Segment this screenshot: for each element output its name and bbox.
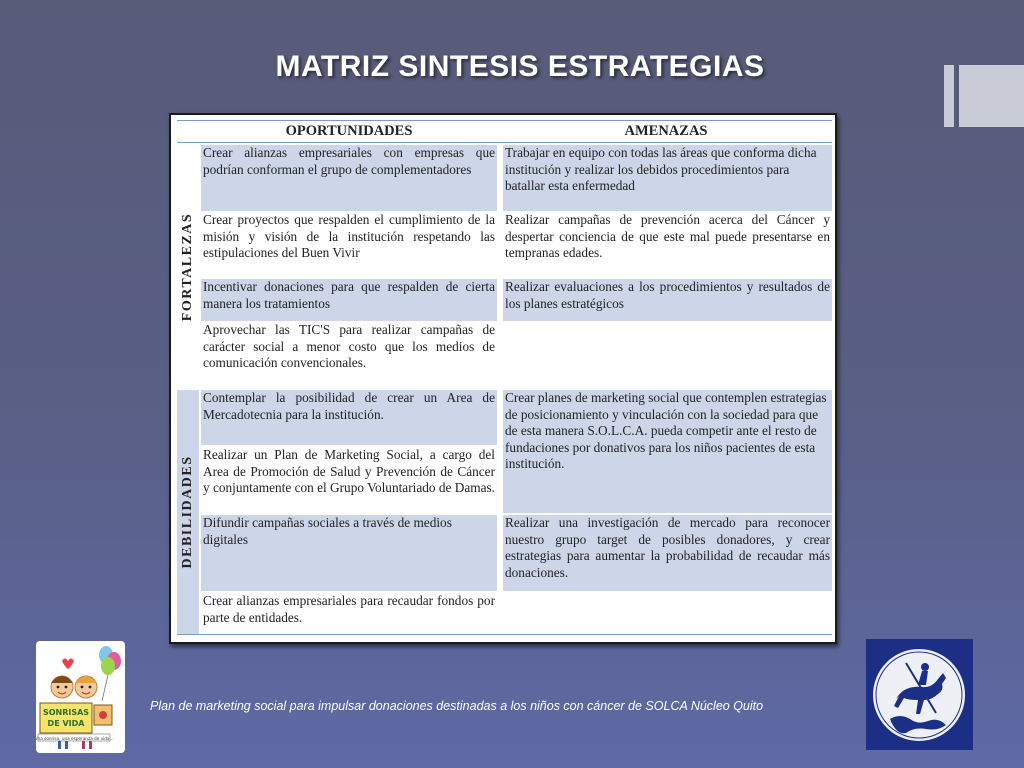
- table-bottom-border: [177, 634, 832, 635]
- do-cell-3: Difundir campañas sociales a través de medios digitales: [201, 515, 497, 591]
- do-cell-1: Contemplar la posibilidad de crear un Area de Mercadotecnia para la institución.: [201, 390, 497, 445]
- fo-cell-4: Aprovechar las TIC'S para realizar campañas de carácter social a menor costo que los medios de comunicación convencionales.: [203, 322, 495, 370]
- fo-cell-1: Crear alianzas empresariales con empresas que podrían conforman el grupo de complementadores: [201, 145, 497, 211]
- logo-tagline: Una sonrisa, una esperanza de vida...: [36, 736, 114, 741]
- header-amenazas: AMENAZAS: [624, 123, 708, 139]
- da-cell-3: Realizar una investigación de mercado para reconocer nuestro grupo target de posibles donadores, y crear estrategias para aumentar la probabilidad de recaudar más donaciones.: [503, 515, 832, 591]
- fa-cell-1: Trabajar en equipo con todas las áreas que conforma dicha institución y realizar los debidos procedimientos para batallar esta enfermedad: [503, 145, 832, 211]
- side-fortalezas: [177, 145, 199, 388]
- da-cell-1: Crear planes de marketing social que contemplen estrategias de posicionamiento y vinculación con la sociedad para que de esta manera S.O.L.C.A. pueda competir ante el resto de fundaciones por donativos para los niños pacientes de esta institución.: [503, 390, 832, 513]
- st-george-emblem-icon: [866, 639, 973, 750]
- fa-cell-4: [503, 322, 832, 388]
- logo-title-line2: DE VIDA: [47, 719, 85, 728]
- fo-cell-2: Crear proyectos que respalden el cumplimiento de la misión y visión de la institución respetando las estipulaciones del Buen Vivir: [203, 212, 495, 260]
- slide-title: MATRIZ SINTESIS ESTRATEGIAS: [275, 50, 765, 83]
- header-oportunidades: OPORTUNIDADES: [285, 123, 413, 139]
- do-cell-4: Crear alianzas empresariales para recaudar fondos por parte de entidades.: [203, 593, 495, 625]
- sonrisas-de-vida-logo: [36, 641, 125, 753]
- solca-emblem-logo: [866, 639, 973, 750]
- fa-cell-2: Realizar campañas de prevención acerca del Cáncer y despertar conciencia de que este mal puede presentarse en tempranas edades.: [505, 212, 830, 260]
- header-bottom-border: [177, 142, 832, 143]
- do-cell-2: Realizar un Plan de Marketing Social, a cargo del Area de Promoción de Salud y Prevención de Cáncer y conjuntamente con el Grupo Voluntariado de Damas.: [203, 447, 495, 495]
- side-debilidades: [177, 390, 199, 634]
- strategy-matrix-table: [169, 113, 837, 644]
- sonrisas-logo-graphic: [36, 641, 125, 753]
- da-cell-4: [503, 593, 832, 633]
- decorative-bar-narrow: [944, 65, 954, 127]
- debilidades-label: DEBILIDADES: [180, 455, 195, 569]
- fortalezas-label: FORTALEZAS: [180, 212, 195, 321]
- fo-cell-3: Incentivar donaciones para que respalden de cierta manera los tratamientos: [201, 279, 497, 321]
- decorative-bar-wide: [959, 65, 1024, 127]
- table-top-border: [177, 120, 832, 121]
- footer-caption: Plan de marketing social para impulsar donaciones destinadas a los niños con cáncer de SOLCA Núcleo Quito: [150, 699, 764, 713]
- fa-cell-3: Realizar evaluaciones a los procedimientos y resultados de los planes estratégicos: [503, 279, 832, 321]
- logo-title-line1: SONRISAS: [42, 708, 90, 717]
